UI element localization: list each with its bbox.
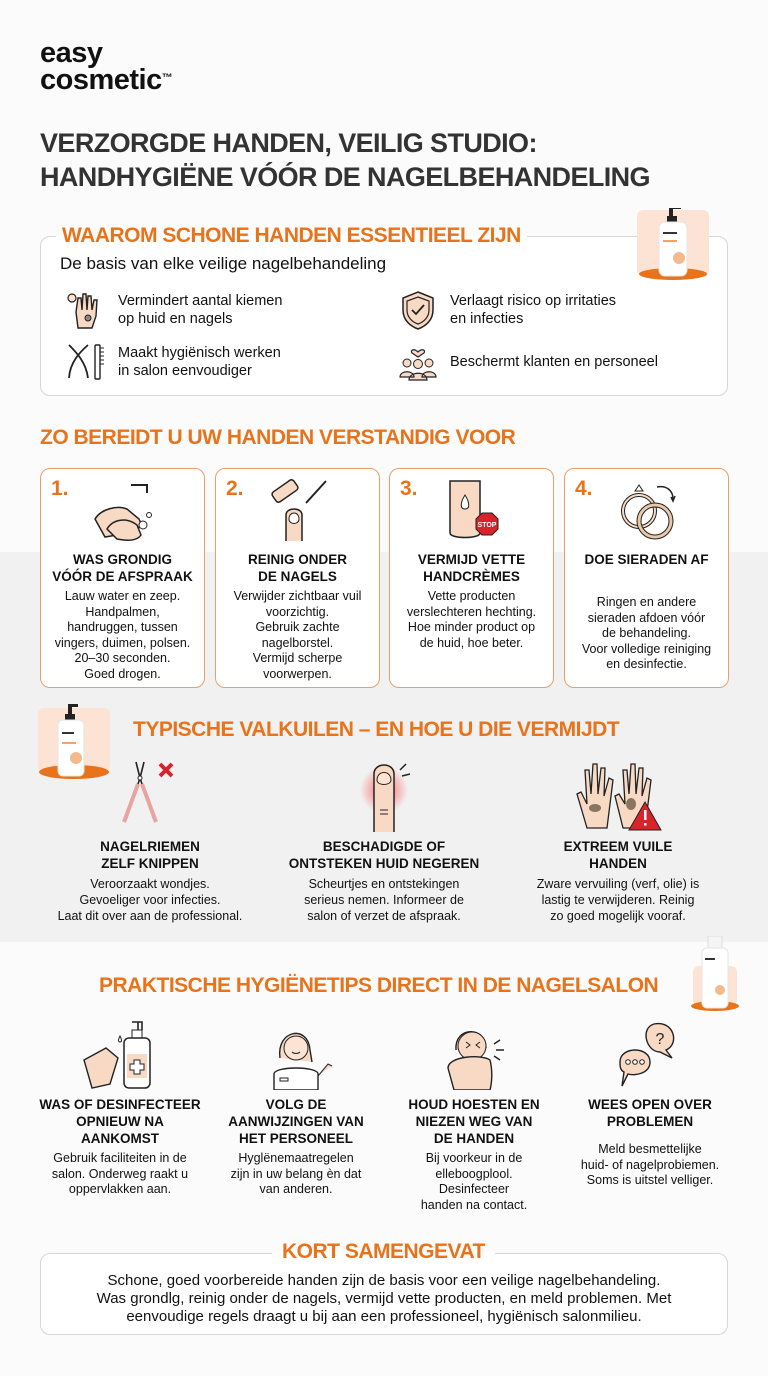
product-bottle-image [690, 936, 740, 1012]
why-item-text: Vermindert aantal kiemen [118, 293, 283, 309]
pitfall-item-cuticles [30, 760, 270, 924]
prep-heading: ZO BEREIDT U UW HANDEN VERSTANDIG VOOR [40, 426, 516, 449]
brand-line1: easy [40, 37, 103, 69]
tools-icon [66, 342, 106, 382]
pitfall-title: NAGELRIEMEN ZELF KNIPPEN [100, 839, 200, 871]
tip-title: WAS OF DESINFECTEER OPNIEUW NA AANKOMST [39, 1097, 201, 1146]
why-item-text: Verlaagt risico op irritaties [450, 293, 617, 309]
tip-item-cough [384, 1020, 564, 1213]
hand-wash-icon [87, 479, 159, 545]
product-bottle-image [637, 208, 709, 282]
tip-title: VOLG DE AANWIJZINGEN VAN HET PERSONEEL [228, 1097, 364, 1146]
why-heading: WAAROM SCHONE HANDEN ESSENTIEEL ZIJN [56, 224, 527, 248]
sanitizer-icon [80, 1020, 160, 1090]
pitfall-item-dirty-hands [498, 760, 738, 924]
step-title: VERMIJD VETTE HANDCRÈMES [417, 552, 526, 584]
speech-question-icon [610, 1020, 690, 1090]
page-title [40, 126, 650, 194]
why-item-germs [66, 290, 282, 330]
svg-text:?: ? [655, 1031, 665, 1048]
why-item-text: en infecties [450, 311, 524, 327]
step-title: REINIG ONDER DE NAGELS [247, 552, 347, 584]
brand-logo [40, 37, 173, 96]
why-subtitle: De basis van elke veilige nagelbehandeling [60, 254, 387, 273]
trademark: ™ [161, 72, 173, 84]
cuticle-nipper-x-icon [110, 760, 190, 832]
step-card-3 [389, 468, 554, 688]
brand-line2: cosmetic [40, 64, 162, 96]
pitfall-body: Zware vervuiling (verf, olie) is lastig te verwijderen. Reinig zo goed mogelijk vooraf. [536, 877, 700, 923]
pitfall-title: BESCHADIGDE OF ONTSTEKEN HUID NEGEREN [288, 839, 480, 871]
title-line1: VERZORGDE HANDEN, VEILIG STUDIO: [40, 128, 537, 158]
shield-check-icon [398, 290, 438, 330]
cream-stop-icon [436, 479, 508, 545]
summary-text: Schone, goed voorbereide handen zijn de basis voor een veilige nagelbehandeling. Was grondlg, reinig onder de nagels, vermijd vette producten, en meld problemen. Met eenvoudige regels draagt u bij aan een professioneel, hygiënisch salonmilieu. [96, 1272, 672, 1325]
svg-text:STOP: STOP [477, 522, 496, 529]
germ-hand-icon [66, 290, 106, 330]
sneeze-elbow-icon [434, 1020, 514, 1090]
pitfall-body: Scheurtjes en ontstekingen serieus nemen. Informeer de salon of verzet de afspraak. [304, 877, 464, 923]
step-body: Lauw water en zeep. Handpalmen, handruggen, tussen vingers, duimen, polsen. 20–30 seconden. Goed drogen. [54, 589, 191, 681]
why-item-text: in salon eenvoudiger [118, 363, 252, 379]
step-number: 3. [400, 477, 418, 500]
tip-body: Hyglënemaatregelen zijn in uw belang èn dat van anderen. [230, 1151, 362, 1196]
tip-title: HOUD HOESTEN EN NIEZEN WEG VAN DE HANDEN [408, 1097, 540, 1146]
step-body: Ringen en andere sieraden afdoen vóór de behandeling. Voor volledige reiniging en desinfectie. [581, 595, 712, 671]
why-item-text: Maakt hygiënisch werken [118, 345, 281, 361]
tip-item-sanitize [30, 1020, 210, 1198]
step-body: Verwijder zichtbaar vuil voorzichtig. Gebruik zachte nagelborstel. Vermijd scherpe voorwerpen. [233, 589, 362, 681]
step-number: 4. [575, 477, 593, 500]
pitfall-item-skin [264, 760, 504, 924]
why-item-text: op huid en nagels [118, 311, 233, 327]
why-item-risk [398, 290, 616, 330]
why-item-hygiene [66, 342, 281, 382]
why-item-text: Beschermt klanten en personeel [450, 354, 658, 370]
step-title: WAS GRONDIG VÓÓR DE AFSPRAAK [52, 552, 193, 584]
tip-item-staff [206, 1020, 386, 1198]
pitfalls-heading: TYPISCHE VALKUILEN – EN HOE U DIE VERMIJDT [133, 718, 620, 741]
tips-heading: PRAKTISCHE HYGIËNETIPS DIRECT IN DE NAGELSALON [99, 974, 659, 997]
tip-item-open [560, 1020, 740, 1189]
inflamed-finger-icon [344, 760, 424, 832]
tip-title: WEES OPEN OVER PROBLEMEN [588, 1097, 712, 1129]
staff-icon [256, 1020, 336, 1090]
summary-heading: KORT SAMENGEVAT [272, 1240, 495, 1264]
tip-body: Gebruik faciliteiten in de salon. Onderweg raakt u oppervlakken aan. [51, 1151, 189, 1196]
title-line2: HANDHYGIËNE VÓÓR DE NAGELBEHANDELING [40, 162, 650, 192]
step-number: 2. [226, 477, 244, 500]
dirty-hands-warning-icon [573, 760, 663, 832]
step-card-2 [215, 468, 380, 688]
pitfall-body: Veroorzaakt wondjes. Gevoeliger voor infecties. Laat dit over aan de professional. [57, 877, 243, 923]
step-number: 1. [51, 477, 69, 500]
step-body: Vette producten verslechteren hechting. Hoe minder product op de huid, hoe beter. [406, 589, 537, 650]
people-heart-icon [398, 342, 438, 382]
nail-brush-icon [262, 479, 334, 545]
step-title: DOE SIERADEN AF [584, 552, 709, 567]
tip-body: Bij voorkeur in de elleboogplool. Desinfecteer handen na contact. [420, 1151, 528, 1212]
pitfall-title: EXTREEM VUILE HANDEN [563, 839, 673, 871]
step-card-1 [40, 468, 205, 688]
tip-body: Meld besmettelijke huid- of nagelprobiemen. Soms is uitstel velliger. [580, 1142, 720, 1187]
why-item-protect [398, 342, 658, 382]
rings-icon [611, 479, 683, 545]
step-card-4 [564, 468, 729, 688]
